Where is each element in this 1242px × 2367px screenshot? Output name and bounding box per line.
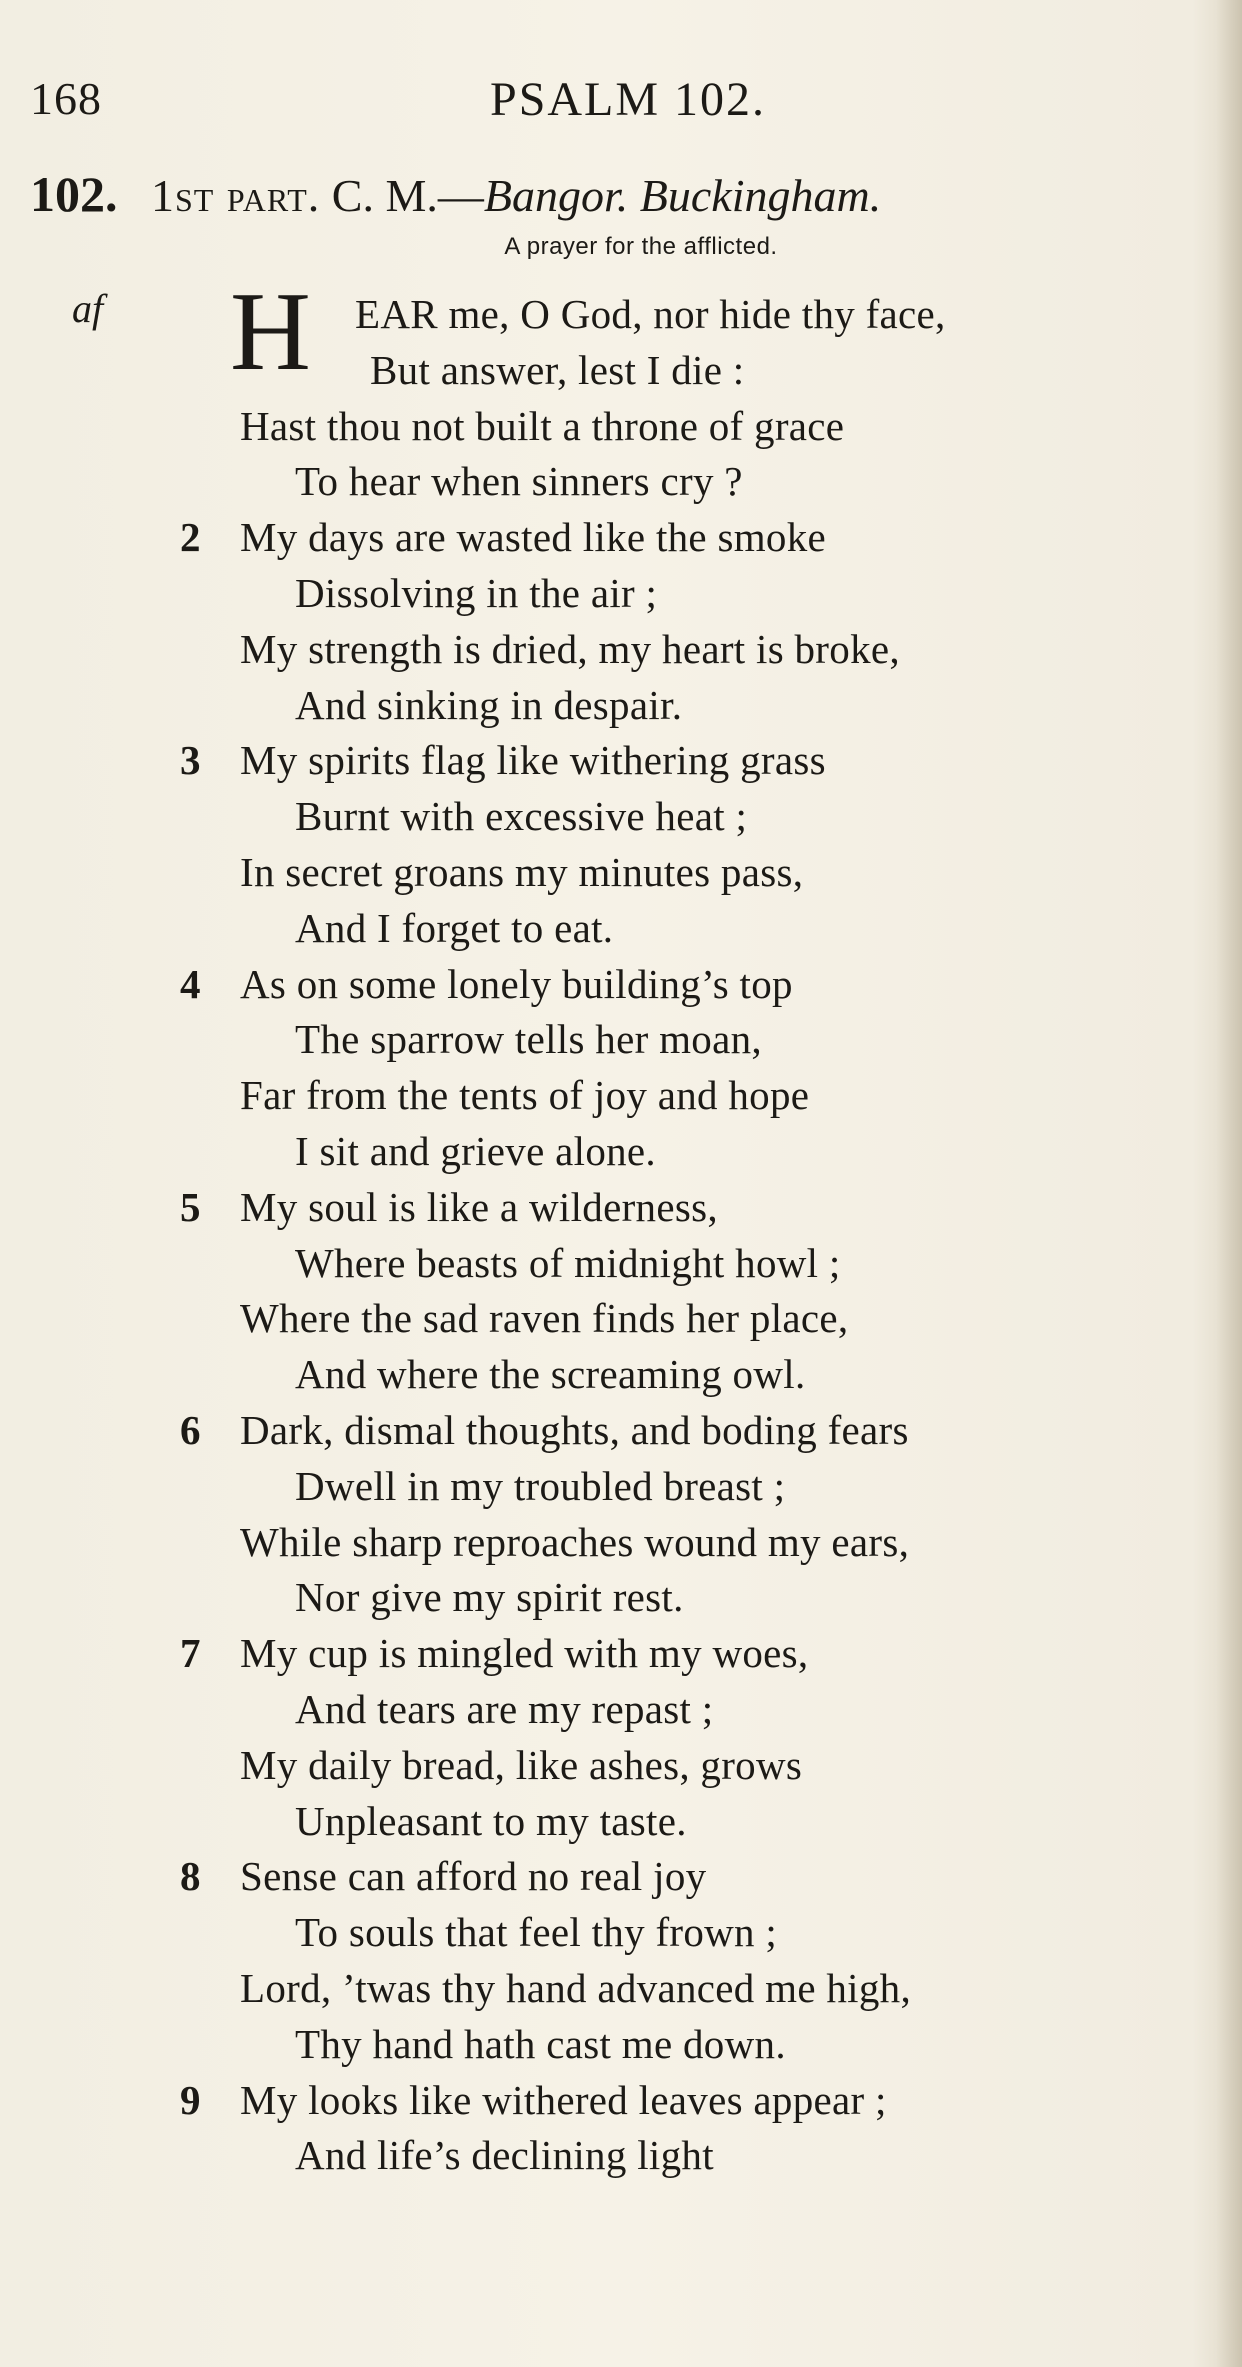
verse-line: Burnt with excessive heat ; (295, 793, 748, 840)
margin-mark: af (72, 286, 104, 331)
verse-line: And tears are my repast ; (295, 1686, 714, 1732)
verse-line: And I forget to eat. (295, 904, 614, 951)
verse-line: My spirits flag like withering grass (240, 737, 826, 784)
drop-cap: H (230, 270, 311, 394)
verse-line: My cup is mingled with my woes, (240, 1630, 809, 1677)
verse-line: And sinking in despair. (295, 681, 683, 728)
verse-line: While sharp reproaches wound my ears, (240, 1518, 910, 1565)
verse-number: 3 (180, 737, 201, 784)
page-edge-shadow (1216, 0, 1242, 2367)
verse-line: Dwell in my troubled breast ; (295, 1462, 786, 1509)
tune-name: Bangor. (483, 170, 629, 221)
hymn-number: 102. (30, 166, 118, 222)
verse-number: 4 (180, 960, 201, 1007)
verse-line: My days are wasted like the smoke (240, 514, 827, 561)
verse-line: My soul is like a wilderness, (240, 1183, 718, 1230)
verse-line: Thy hand hath cast me down. (295, 2020, 786, 2067)
verse-number: 5 (180, 1183, 201, 1230)
verse-line: To souls that feel thy frown ; (295, 1909, 778, 1956)
verse-line: And life’s declining light (295, 2132, 714, 2179)
verse-line: And where the screaming owl. (295, 1351, 806, 1398)
verse-number: 2 (180, 514, 201, 561)
verse-line: Unpleasant to my taste. (295, 1797, 687, 1844)
verse-line: As on some lonely building’s top (240, 960, 793, 1007)
verse-line: Lord, ’twas thy hand advanced me high, (240, 1965, 912, 2011)
verse-line: EAR me, O God, nor hide thy face, (355, 291, 946, 337)
verse-number: 7 (180, 1630, 201, 1677)
verse-number: 9 (180, 2076, 201, 2123)
hymn-subtitle: A prayer for the afflicted. (504, 233, 778, 260)
page-header (30, 72, 1190, 142)
hymn-heading (30, 165, 1220, 223)
verse-line: Sense can afford no real joy (240, 1853, 707, 1900)
verse-line: Dark, dismal thoughts, and boding fears (240, 1407, 909, 1453)
verse-line: To hear when sinners cry ? (295, 458, 743, 505)
verse-line: Where beasts of midnight howl ; (295, 1239, 841, 1286)
verse-line: In secret groans my minutes pass, (240, 849, 804, 895)
verse-line: Far from the tents of joy and hope (240, 1072, 810, 1119)
verse-number: 8 (180, 1853, 201, 1900)
verse-line: The sparrow tells her moan, (295, 1016, 762, 1063)
verse-line: My strength is dried, my heart is broke, (240, 625, 900, 672)
hymn-meter: C. M.— (331, 170, 484, 221)
running-title: PSALM 102. (490, 73, 767, 126)
page-number: 168 (30, 73, 102, 124)
verse-line: My looks like withered leaves appear ; (240, 2076, 887, 2123)
verse-line: Nor give my spirit rest. (295, 1574, 684, 1621)
verse-line: But answer, lest I die : (370, 346, 745, 393)
tune-name: Buckingham. (639, 170, 882, 221)
verse-line: Where the sad raven finds her place, (240, 1295, 849, 1342)
verse-line: My daily bread, like ashes, grows (240, 1741, 803, 1788)
verse-line: Dissolving in the air ; (295, 570, 658, 616)
verse-line: I sit and grieve alone. (295, 1128, 656, 1174)
hymn-part: 1st part. (151, 170, 321, 221)
verse-number: 6 (180, 1407, 201, 1453)
verse-line: Hast thou not built a throne of grace (240, 402, 845, 449)
